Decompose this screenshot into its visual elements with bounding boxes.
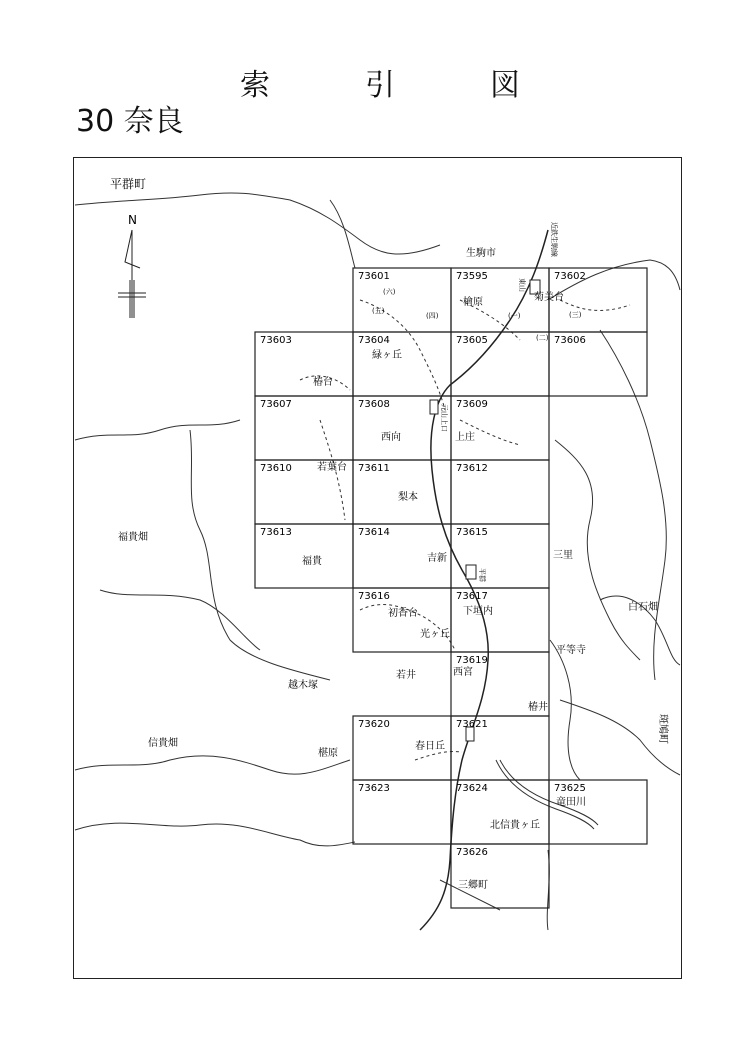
place-label: 椿井 (528, 702, 548, 713)
place-label: 福貴 (302, 556, 322, 567)
cell-number: 73615 (456, 527, 488, 538)
title-char-2: 引 (365, 68, 395, 103)
place-label: 初香台 (388, 608, 418, 619)
place-label: 菊美台 (534, 292, 564, 303)
north-arrow-icon (118, 213, 146, 318)
place-label: 斑鳩町 (657, 714, 668, 744)
place-label: 若井 (396, 670, 416, 681)
place-label: (三) (569, 311, 582, 319)
place-label: 西向 (381, 432, 401, 443)
place-label: (五) (372, 307, 385, 315)
river (496, 760, 598, 829)
cell-number: 73620 (358, 719, 390, 730)
place-labels (118, 222, 670, 891)
index-grid (255, 268, 647, 908)
cell-number: 73605 (456, 335, 488, 346)
cell-number: 73614 (358, 527, 390, 538)
cell-number: 73609 (456, 399, 488, 410)
place-label: 元山上口 (440, 404, 448, 432)
place-label: 上庄 (455, 432, 475, 443)
place-label: (一) (508, 312, 521, 320)
place-label: 白石畑 (628, 602, 658, 613)
place-label: 光ヶ丘 (420, 629, 450, 640)
place-label: 梨本 (398, 492, 418, 503)
place-label: 吉新 (427, 553, 447, 564)
cell-number: 73623 (358, 783, 390, 794)
cell-number: 73610 (260, 463, 292, 474)
cell-number: 73611 (358, 463, 390, 474)
title-char-1: 索 (240, 68, 270, 103)
place-label: 三里 (553, 550, 573, 561)
cell-number: 73604 (358, 335, 390, 346)
place-label: 生駒市 (466, 248, 496, 259)
cell-number: 73625 (554, 783, 586, 794)
cell-number: 73619 (456, 655, 488, 666)
cell-number: 73621 (456, 719, 488, 730)
place-label: 若葉台 (317, 462, 347, 473)
north-label: N (128, 213, 137, 227)
title-char-3: 図 (490, 68, 520, 103)
cell-number: 73602 (554, 271, 586, 282)
place-label: 近鉄生駒線 (550, 222, 558, 257)
cell-number: 73595 (456, 271, 488, 282)
cell-number: 73626 (456, 847, 488, 858)
cell-number: 73616 (358, 591, 390, 602)
place-label: 信貴畑 (148, 738, 178, 749)
place-label: 下垣内 (463, 606, 493, 617)
place-label: 平群 (478, 568, 486, 582)
place-label: (二) (536, 334, 549, 342)
place-label: 平等寺 (556, 645, 586, 656)
cell-number: 73612 (456, 463, 488, 474)
place-label: 緑ヶ丘 (372, 350, 402, 361)
place-label: 竜田川 (556, 797, 586, 808)
place-label: 春日丘 (415, 741, 445, 752)
cell-number: 73607 (260, 399, 292, 410)
corner-label: 平群町 (110, 177, 147, 191)
place-label: 三郷町 (458, 880, 488, 891)
place-label: 越木塚 (288, 680, 318, 691)
cell-number: 73601 (358, 271, 390, 282)
place-label: 東山 (518, 278, 526, 292)
place-label: 檜原 (463, 297, 483, 308)
place-label: 椿台 (313, 377, 333, 388)
place-label: 椹原 (318, 748, 338, 759)
cell-number: 73624 (456, 783, 488, 794)
cell-number: 73606 (554, 335, 586, 346)
place-label: (四) (426, 312, 439, 320)
municipal-boundaries (75, 193, 680, 930)
cell-number: 73603 (260, 335, 292, 346)
cell-number: 73608 (358, 399, 390, 410)
place-label: (六) (383, 288, 396, 296)
page-subtitle: 30 奈良 (76, 104, 184, 139)
cell-number: 73617 (456, 591, 488, 602)
place-label: 福貴畑 (118, 532, 148, 543)
cell-number: 73613 (260, 527, 292, 538)
place-label: 北信貴ヶ丘 (490, 820, 540, 831)
place-label: 西宮 (453, 667, 473, 678)
